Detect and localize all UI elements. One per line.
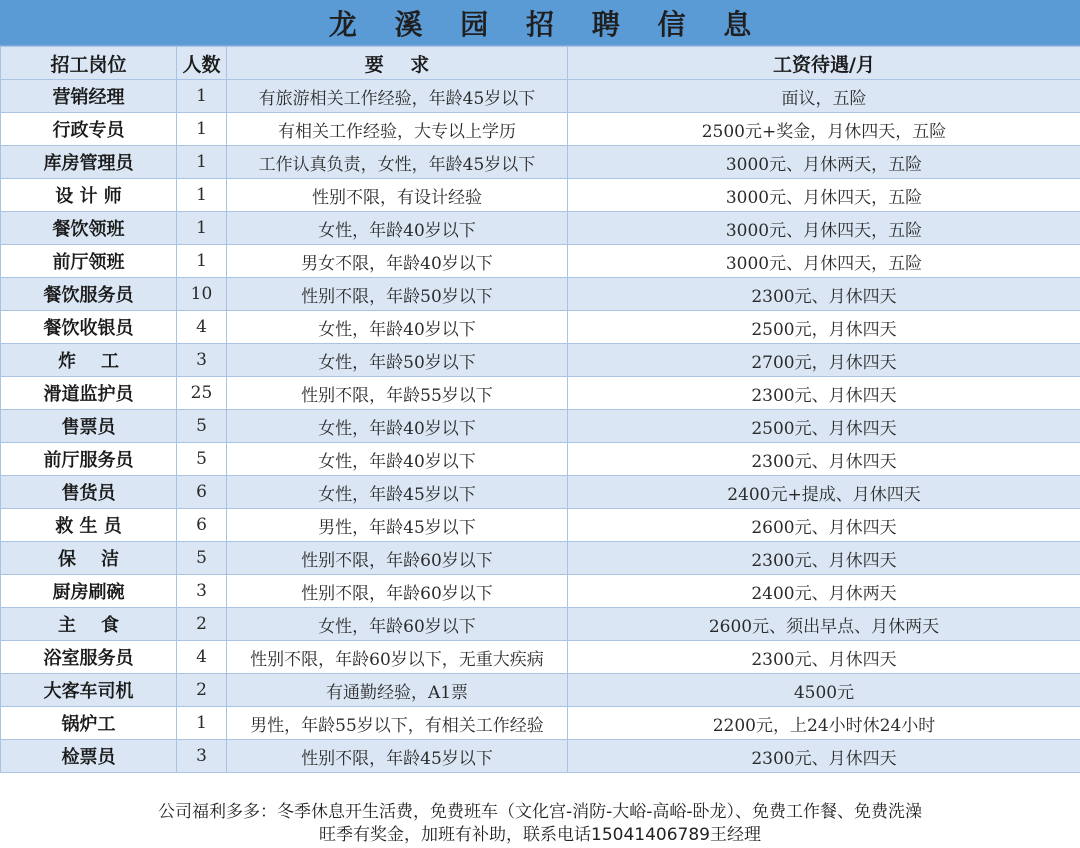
salary-cell: 2500元、月休四天 — [568, 410, 1080, 443]
requirement-cell: 女性，年龄50岁以下 — [227, 344, 568, 377]
requirement-cell: 性别不限，年龄50岁以下 — [227, 278, 568, 311]
salary-cell: 3000元、月休四天，五险 — [568, 179, 1080, 212]
salary-cell: 2300元、月休四天 — [568, 377, 1080, 410]
position-cell: 营销经理 — [1, 80, 177, 113]
requirement-cell: 女性，年龄40岁以下 — [227, 443, 568, 476]
position-cell: 炸 工 — [1, 344, 177, 377]
table-row — [1, 608, 1080, 641]
requirement-cell: 男性，年龄55岁以下，有相关工作经验 — [227, 707, 568, 740]
count-cell: 1 — [177, 707, 227, 740]
requirement-cell: 性别不限，年龄55岁以下 — [227, 377, 568, 410]
table-row — [1, 476, 1080, 509]
count-cell: 1 — [177, 113, 227, 146]
count-cell: 1 — [177, 212, 227, 245]
position-cell: 餐饮服务员 — [1, 278, 177, 311]
table-row — [1, 641, 1080, 674]
count-cell: 1 — [177, 245, 227, 278]
salary-cell: 2300元、月休四天 — [568, 641, 1080, 674]
table-row — [1, 179, 1080, 212]
requirement-cell: 女性，年龄40岁以下 — [227, 410, 568, 443]
requirement-cell: 性别不限，年龄45岁以下 — [227, 740, 568, 773]
title-bar — [0, 0, 1080, 46]
position-cell: 浴室服务员 — [1, 641, 177, 674]
position-cell: 滑道监护员 — [1, 377, 177, 410]
position-cell: 餐饮领班 — [1, 212, 177, 245]
salary-cell: 2300元、月休四天 — [568, 542, 1080, 575]
position-cell: 大客车司机 — [1, 674, 177, 707]
position-cell: 售票员 — [1, 410, 177, 443]
count-cell: 5 — [177, 542, 227, 575]
requirement-cell: 性别不限，年龄60岁以下 — [227, 542, 568, 575]
position-cell: 前厅服务员 — [1, 443, 177, 476]
salary-cell: 2600元、月休四天 — [568, 509, 1080, 542]
salary-cell: 2500元，月休四天 — [568, 311, 1080, 344]
table-row — [1, 344, 1080, 377]
table-row — [1, 212, 1080, 245]
requirement-cell: 性别不限，有设计经验 — [227, 179, 568, 212]
benefits-note — [0, 801, 1080, 848]
count-cell: 3 — [177, 575, 227, 608]
table-row — [1, 410, 1080, 443]
count-cell: 25 — [177, 377, 227, 410]
count-cell: 5 — [177, 443, 227, 476]
requirement-cell: 女性，年龄45岁以下 — [227, 476, 568, 509]
position-cell: 前厅领班 — [1, 245, 177, 278]
table-row — [1, 113, 1080, 146]
salary-cell: 2600元、须出早点、月休两天 — [568, 608, 1080, 641]
benefits-line-2: 旺季有奖金，加班有补助，联系电话15041406789王经理 — [319, 825, 761, 845]
requirement-cell: 有旅游相关工作经验，年龄45岁以下 — [227, 80, 568, 113]
jobs-table-body — [1, 80, 1080, 773]
salary-cell: 2400元+提成、月休四天 — [568, 476, 1080, 509]
header-requirement: 要 求 — [227, 47, 568, 80]
requirement-cell: 女性，年龄40岁以下 — [227, 311, 568, 344]
salary-cell: 2500元+奖金，月休四天，五险 — [568, 113, 1080, 146]
salary-cell: 2200元，上24小时休24小时 — [568, 707, 1080, 740]
position-cell: 检票员 — [1, 740, 177, 773]
position-cell: 设 计 师 — [1, 179, 177, 212]
salary-cell: 2300元、月休四天 — [568, 740, 1080, 773]
jobs-table — [0, 46, 1080, 773]
header-count: 人数 — [177, 47, 227, 80]
salary-cell: 4500元 — [568, 674, 1080, 707]
requirement-cell: 有通勤经验，A1票 — [227, 674, 568, 707]
page-title: 龙 溪 园 招 聘 信 息 — [328, 7, 766, 41]
table-row — [1, 740, 1080, 773]
salary-cell: 2400元、月休两天 — [568, 575, 1080, 608]
table-row — [1, 146, 1080, 179]
header-salary: 工资待遇/月 — [568, 47, 1080, 80]
salary-cell: 3000元、月休四天，五险 — [568, 212, 1080, 245]
count-cell: 3 — [177, 344, 227, 377]
position-cell: 厨房刷碗 — [1, 575, 177, 608]
count-cell: 4 — [177, 641, 227, 674]
table-row — [1, 311, 1080, 344]
benefits-line-1: 公司福利多多：冬季休息开生活费，免费班车（文化宫-消防-大峪-高峪-卧龙）、免费工作餐、免费洗澡 — [157, 802, 923, 822]
count-cell: 4 — [177, 311, 227, 344]
position-cell: 保 洁 — [1, 542, 177, 575]
count-cell: 1 — [177, 80, 227, 113]
count-cell: 1 — [177, 179, 227, 212]
salary-cell: 2700元，月休四天 — [568, 344, 1080, 377]
table-row — [1, 80, 1080, 113]
count-cell: 6 — [177, 476, 227, 509]
salary-cell: 3000元、月休四天，五险 — [568, 245, 1080, 278]
table-row — [1, 575, 1080, 608]
salary-cell: 3000元、月休两天，五险 — [568, 146, 1080, 179]
requirement-cell: 女性，年龄60岁以下 — [227, 608, 568, 641]
count-cell: 6 — [177, 509, 227, 542]
count-cell: 1 — [177, 146, 227, 179]
count-cell: 5 — [177, 410, 227, 443]
table-row — [1, 509, 1080, 542]
header-position: 招工岗位 — [1, 47, 177, 80]
count-cell: 2 — [177, 674, 227, 707]
table-row — [1, 707, 1080, 740]
salary-cell: 2300元、月休四天 — [568, 443, 1080, 476]
table-row — [1, 674, 1080, 707]
requirement-cell: 男性，年龄45岁以下 — [227, 509, 568, 542]
position-cell: 主 食 — [1, 608, 177, 641]
requirement-cell: 性别不限，年龄60岁以下 — [227, 575, 568, 608]
requirement-cell: 性别不限，年龄60岁以下，无重大疾病 — [227, 641, 568, 674]
table-header-row — [1, 47, 1080, 80]
requirement-cell: 女性，年龄40岁以下 — [227, 212, 568, 245]
position-cell: 库房管理员 — [1, 146, 177, 179]
position-cell: 行政专员 — [1, 113, 177, 146]
salary-cell: 2300元、月休四天 — [568, 278, 1080, 311]
table-row — [1, 245, 1080, 278]
position-cell: 救 生 员 — [1, 509, 177, 542]
table-row — [1, 443, 1080, 476]
table-row — [1, 278, 1080, 311]
salary-cell: 面议，五险 — [568, 80, 1080, 113]
count-cell: 2 — [177, 608, 227, 641]
requirement-cell: 有相关工作经验，大专以上学历 — [227, 113, 568, 146]
position-cell: 售货员 — [1, 476, 177, 509]
requirement-cell: 工作认真负责，女性，年龄45岁以下 — [227, 146, 568, 179]
count-cell: 10 — [177, 278, 227, 311]
table-row — [1, 377, 1080, 410]
position-cell: 餐饮收银员 — [1, 311, 177, 344]
count-cell: 3 — [177, 740, 227, 773]
requirement-cell: 男女不限，年龄40岁以下 — [227, 245, 568, 278]
table-row — [1, 542, 1080, 575]
position-cell: 锅炉工 — [1, 707, 177, 740]
